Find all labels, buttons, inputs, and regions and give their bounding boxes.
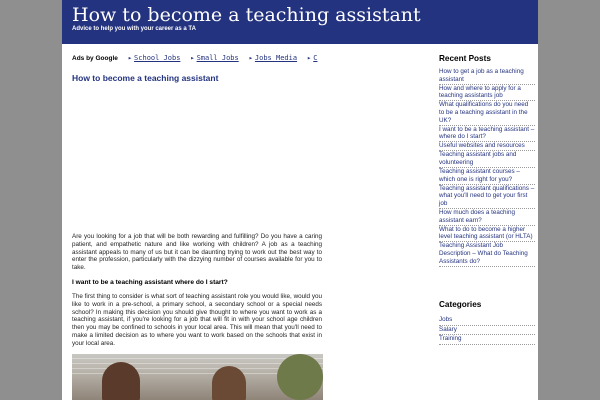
arrow-icon: ▸ [248, 54, 253, 62]
recent-post-link[interactable]: What qualifications do you need to be a teaching assistant in the UK? [439, 101, 535, 125]
recent-posts-heading: Recent Posts [439, 54, 491, 63]
ad-link-label: Jobs Media [254, 54, 298, 62]
post-title[interactable]: How to become a teaching assistant [72, 73, 219, 83]
ad-link-school-jobs[interactable] [128, 54, 181, 62]
post-paragraph-intro: Are you looking for a job that will be both rewarding and fulfilling? Do you have a caring patient, and empathetic nature and like working with children? A job as a teaching assistant appeals to many of us but it can be daunting trying to work out the best way to enter the profession, particularly with the dizzying number of courses available for you to take. [72, 233, 322, 272]
recent-post-link[interactable]: What to do to become a higher level teaching assistant (or HLTA) [439, 226, 535, 243]
ad-link-label: C [313, 54, 318, 62]
post-subheading: I want to be a teaching assistant where do I start? [72, 279, 228, 286]
site-title[interactable]: How to become a teaching assistant [72, 4, 421, 26]
site-tagline: Advice to help you with your career as a TA [72, 26, 196, 32]
arrow-icon: ▸ [307, 54, 312, 62]
arrow-icon: ▸ [190, 54, 195, 62]
post-paragraph-where: The first thing to consider is what sort of teaching assistant role you would like, would you like to work in a pre-school, a primary school, a secondary school or a special needs school? In making this decision you should give thought to where you want to work as a teaching assistant, if you're looking for a job that will fit in with your school age children then you may be confined to schools in your local area. This will mean that you'll need to make a limited decision as to where you want to work based on the schools that exist in your local area. [72, 293, 322, 347]
category-link-training[interactable]: Training [439, 335, 535, 345]
recent-post-link[interactable]: Useful websites and resources [439, 142, 535, 151]
recent-post-link[interactable]: How to get a job as a teaching assistant [439, 68, 535, 85]
recent-post-link[interactable]: Teaching Assistant Job Description – What do Teaching Assistants do? [439, 242, 535, 266]
recent-posts-list [439, 68, 535, 267]
arrow-icon: ▸ [127, 54, 133, 62]
ad-link-label: School Jobs [134, 54, 181, 62]
post-photo [72, 354, 323, 400]
ad-link-small-jobs[interactable] [190, 54, 238, 62]
sidebar-recent-posts [439, 54, 535, 267]
ads-by-google-label[interactable]: Ads by Google [72, 55, 118, 62]
categories-list [439, 316, 535, 345]
categories-heading: Categories [439, 300, 482, 309]
recent-post-link[interactable]: Teaching assistant courses – which one is right for you? [439, 168, 535, 185]
ad-link-label: Small Jobs [196, 54, 239, 62]
recent-post-link[interactable]: How much does a teaching assistant earn? [439, 209, 535, 226]
ad-link-c[interactable] [307, 54, 317, 62]
photo-person [102, 362, 140, 400]
category-link-salary[interactable]: Salary [439, 326, 535, 336]
category-link-jobs[interactable]: Jobs [439, 316, 535, 326]
photo-plant [277, 354, 323, 400]
page-container [62, 0, 538, 400]
recent-post-link[interactable]: Teaching assistant qualifications – what you'll need to get your first job [439, 185, 535, 209]
recent-post-link[interactable]: Teaching assistant jobs and volunteering [439, 151, 535, 168]
recent-post-link[interactable]: How and where to apply for a teaching assistants job [439, 85, 535, 102]
ads-bar [72, 54, 317, 64]
ad-link-jobs-media[interactable] [249, 54, 297, 62]
photo-person [212, 366, 246, 400]
site-header [62, 0, 538, 44]
recent-post-link[interactable]: I want to be a teaching assistant – where do I start? [439, 126, 535, 143]
